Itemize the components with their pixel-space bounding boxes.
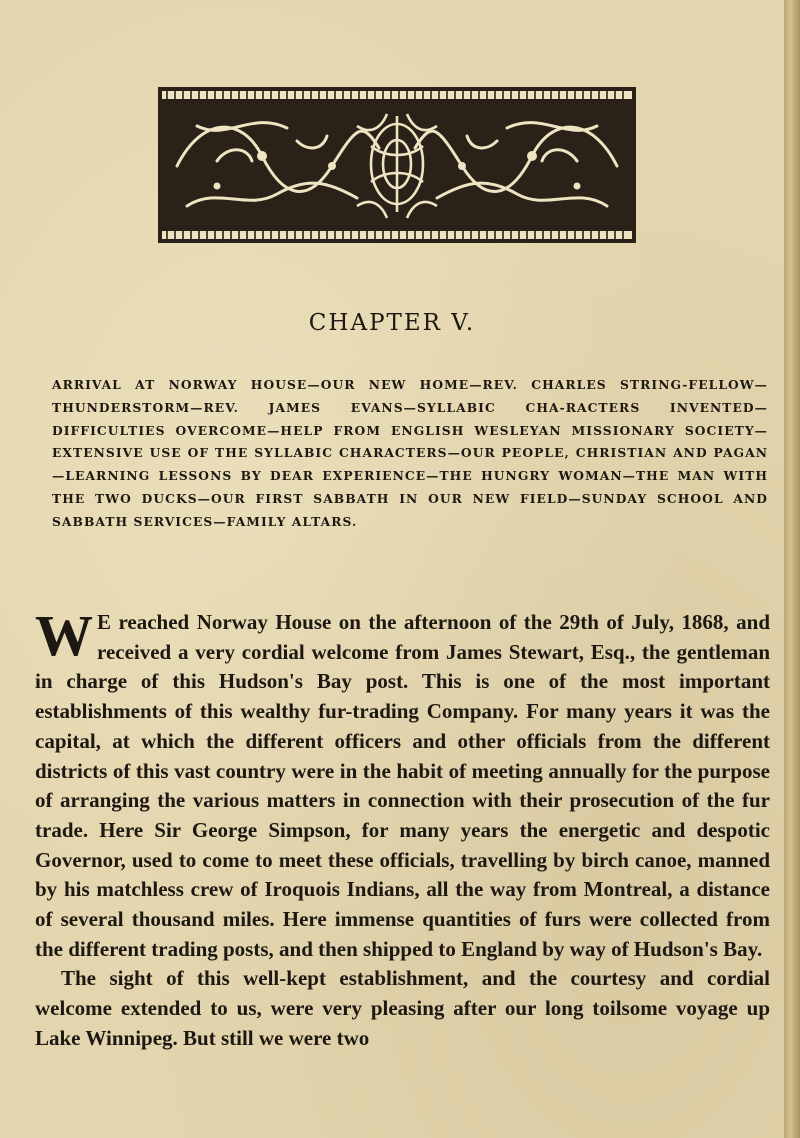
drop-cap: W <box>35 603 93 668</box>
ornamental-headpiece <box>157 86 637 244</box>
paragraph <box>35 603 770 964</box>
paragraph: The sight of this well-kept establishment, and the courtesy and cordial welcome extended to us, were very pleasing after our long toilsome voyage up Lake Winnipeg. But still we were two <box>35 966 770 1050</box>
page-edge <box>784 0 800 1138</box>
body-text <box>35 603 770 1054</box>
chapter-title: CHAPTER V. <box>308 310 476 336</box>
paragraph-text: E reached Norway House on the afternoon of the 29th of July, 1868, and received a very cordial welcome from James Stewart, Esq., the gentleman in charge of this Hudson's Bay post. This is one of the most important establishments of this wealthy fur-trading Company. For many years it was the capital, at which the different officers and other officials from the different districts of this vast country were in the habit of meeting annually for the purpose of arranging the various matters in connection with their prosecution of the fur trade. Here Sir George Simpson, for many years the energetic and despotic Governor, used to come to meet these officials, travelling by birch canoe, manned by his matchless crew of Iroquois Indians, all the way from Montreal, a distance of several thousand miles. Here immense quantities of furs were collected from the different trading posts, and then shipped to England by way of Hudson's Bay. <box>35 610 770 961</box>
chapter-summary: ARRIVAL AT NORWAY HOUSE—OUR NEW HOME—REV. CHARLES STRING-FELLOW—THUNDERSTORM—REV. JAMES EVANS—SYLLABIC CHA-RACTERS INVENTED—DIFFICULTIES OVERCOME—HELP FROM ENGLISH WESLEYAN MISSIONARY SOCIETY—EXTENSIVE USE OF THE SYLLABIC CHARACTERS—OUR PEOPLE, CHRISTIAN AND PAGAN—LEARNING LESSONS BY DEAR EXPERIENCE—THE HUNGRY WOMAN—THE MAN WITH THE TWO DUCKS—OUR FIRST SABBATH IN OUR NEW FIELD—SUNDAY SCHOOL AND SABBATH SERVICES—FAMILY ALTARS. <box>52 377 768 529</box>
